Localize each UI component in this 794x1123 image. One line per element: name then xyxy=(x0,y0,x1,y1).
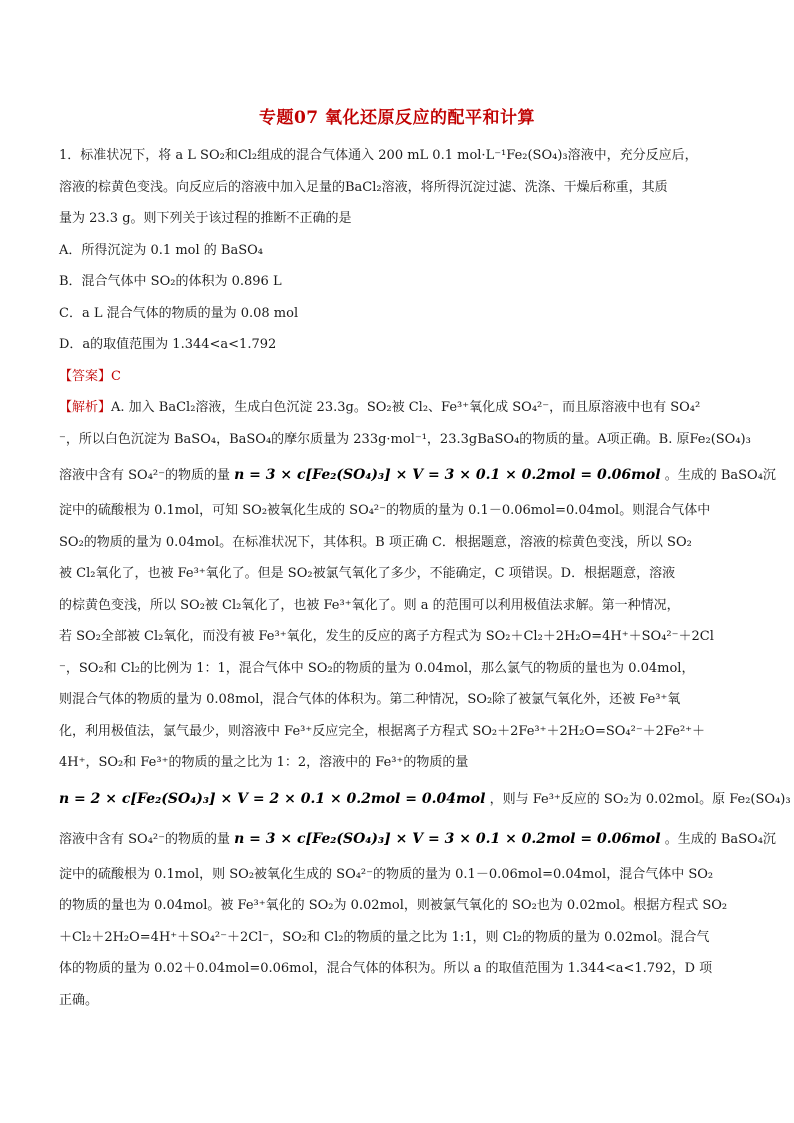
analysis-line xyxy=(59,392,723,424)
analysis-text: ，则与 Fe³⁺反应的 SO₂为 0.02mol。原 Fe₂(SO₄)₃ xyxy=(489,791,791,807)
analysis-text: 溶液中含有 SO₄²⁻的物质的量 xyxy=(59,831,230,847)
analysis-line: ＋Cl₂＋2H₂O=4H⁺＋SO₄²⁻＋2Cl⁻，SO₂和 Cl₂的物质的量之比为 1:1，则 Cl₂的物质的量为 0.02mol。混合气 xyxy=(59,929,710,945)
analysis-line xyxy=(59,819,776,859)
analysis-line: 的棕黄色变浅，所以 SO₂被 Cl₂氧化了，也被 Fe³⁺氧化了。则 a 的范围可以利用极值法求解。第一种情况， xyxy=(59,597,680,613)
analysis-line: 淀中的硫酸根为 0.1mol，则 SO₂被氧化生成的 SO₄²⁻的物质的量为 0.1－0.06mol=0.04mol，混合气体中 SO₂ xyxy=(59,866,714,882)
analysis-line: ⁻，SO₂和 Cl₂的比例为 1：1，混合气体中 SO₂的物质的量为 0.04mol，那么氯气的物质的量也为 0.04mol， xyxy=(59,660,695,676)
option-d: D．a的取值范围为 1.344<a<1.792 xyxy=(59,337,277,352)
formula-moles-sulfate-2: n = 3 × c[Fe₂(SO₄)₃] × V = 3 × 0.1 × 0.2mol = 0.06mol xyxy=(234,830,661,847)
answer-label: 【答案】 xyxy=(59,368,112,384)
analysis-line: 则混合气体的物质的量为 0.08mol，混合气体的体积为。第二种情况，SO₂除了被氯气氧化外，还被 Fe³⁺氧 xyxy=(59,692,681,707)
analysis-label: 【解析】 xyxy=(59,400,112,415)
analysis-line: ⁻，所以白色沉淀为 BaSO₄，BaSO₄的摩尔质量为 233g·mol⁻¹，23.3gBaSO₄的物质的量。A项正确。B. 原Fe₂(SO₄)₃ xyxy=(59,431,751,447)
formula-moles-fe3: n = 2 × c[Fe₂(SO₄)₃] × V = 2 × 0.1 × 0.2mol = 0.04mol xyxy=(59,790,486,807)
answer-line xyxy=(59,361,723,393)
formula-moles-sulfate: n = 3 × c[Fe₂(SO₄)₃] × V = 3 × 0.1 × 0.2mol = 0.06mol xyxy=(234,467,661,483)
analysis-text: 。生成的 BaSO₄沉 xyxy=(664,831,776,847)
answer-value: C xyxy=(111,368,121,384)
analysis-block xyxy=(59,392,791,1016)
analysis-line: 化，利用极值法，氯气最少，则溶液中 Fe³⁺反应完全，根据离子方程式 SO₂＋2Fe³⁺＋2H₂O=SO₄²⁻＋2Fe²⁺＋ xyxy=(59,723,706,739)
analysis-line: 若 SO₂全部被 Cl₂氧化，而没有被 Fe³⁺氧化，发生的反应的离子方程式为 SO₂＋Cl₂＋2H₂O=4H⁺＋SO₄²⁻＋2Cl xyxy=(59,629,714,644)
analysis-text: A. 加入 BaCl₂溶液，生成白色沉淀 23.3g。SO₂被 Cl₂、Fe³⁺氧化成 SO₄²⁻，而且原溶液中也有 SO₄² xyxy=(111,400,701,415)
analysis-text: 溶液中含有 SO₄²⁻的物质的量 xyxy=(59,468,230,483)
analysis-line xyxy=(59,779,791,819)
question-line: 1．标准状况下，将 a L SO₂和Cl₂组成的混合气体通入 200 mL 0.1 mol·L⁻¹Fe₂(SO₄)₃溶液中，充分反应后， xyxy=(59,148,698,163)
analysis-line xyxy=(59,455,776,495)
analysis-line: 4H⁺，SO₂和 Fe³⁺的物质的量之比为 1：2，溶液中的 Fe³⁺的物质的量 xyxy=(59,755,469,770)
analysis-line: 淀中的硫酸根为 0.1mol，可知 SO₂被氧化生成的 SO₄²⁻的物质的量为 0.1－0.06mol=0.04mol。则混合气体中 xyxy=(59,503,711,518)
question-line: 溶液的棕黄色变浅。向反应后的溶液中加入足量的BaCl₂溶液，将所得沉淀过滤、洗涤、干燥后称重，其质 xyxy=(59,179,668,195)
question-block xyxy=(59,140,723,361)
analysis-line: 被 Cl₂氧化了，也被 Fe³⁺氧化了。但是 SO₂被氯气氧化了多少，不能确定，C 项错误。D．根据题意，溶液 xyxy=(59,566,676,581)
analysis-line: 体的物质的量为 0.02＋0.04mol=0.06mol，混合气体的体积为。所以 a 的取值范围为 1.344<a<1.792，D 项 xyxy=(59,961,713,976)
option-b: B．混合气体中 SO₂的体积为 0.896 L xyxy=(59,274,282,289)
document-body xyxy=(59,140,791,1016)
option-a: A．所得沉淀为 0.1 mol 的 BaSO₄ xyxy=(59,242,263,258)
analysis-line: 正确。 xyxy=(59,992,99,1008)
page-title: 专题07 氧化还原反应的配平和计算 xyxy=(258,108,536,128)
analysis-text: 。生成的 BaSO₄沉 xyxy=(664,468,776,483)
analysis-line: SO₂的物质的量为 0.04mol。在标准状况下，其体积。B 项正确 C．根据题意，溶液的棕黄色变浅，所以 SO₂ xyxy=(59,534,692,550)
question-line: 量为 23.3 g。则下列关于该过程的推断不正确的是 xyxy=(59,211,352,226)
option-c: C．a L 混合气体的物质的量为 0.08 mol xyxy=(59,305,299,321)
analysis-line: 的物质的量也为 0.04mol。被 Fe³⁺氧化的 SO₂为 0.02mol，则被氯气氧化的 SO₂也为 0.02mol。根据方程式 SO₂ xyxy=(59,898,728,913)
